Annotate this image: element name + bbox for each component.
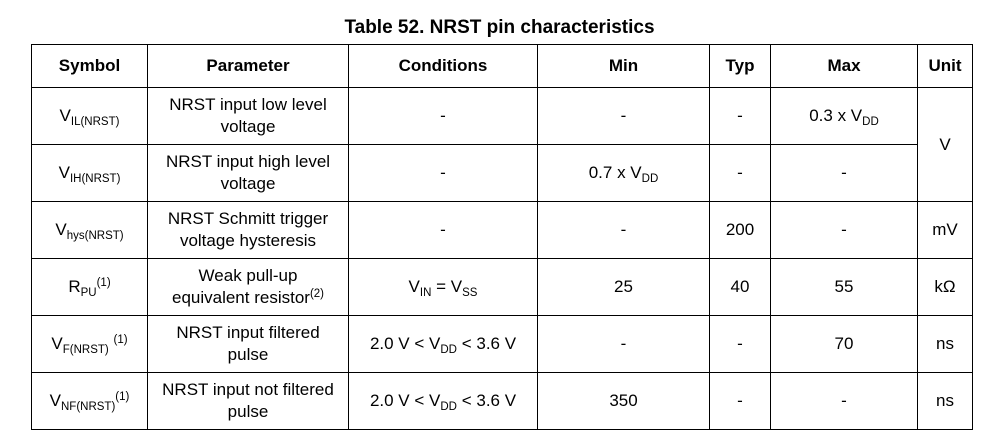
max-cell: 0.3 x $V_{DD}$ <box>771 88 918 145</box>
typ-cell: - <box>710 373 771 430</box>
unit-cell: ns <box>918 316 973 373</box>
symbol-cell: $V_{NF(NRST)}^{(1)}$ <box>32 373 148 430</box>
table-row <box>32 259 973 316</box>
symbol-cell: $V_{IH(NRST)}$ <box>32 145 148 202</box>
parameter-cell: NRST input high level voltage <box>148 145 349 202</box>
max-cell: 55 <box>771 259 918 316</box>
symbol-cell: $V_{IL(NRST)}$ <box>32 88 148 145</box>
table-row <box>32 202 973 259</box>
footnote-ref: (1) <box>96 277 111 289</box>
symbol-cell: $V_{hys(NRST)}$ <box>32 202 148 259</box>
header-parameter: Parameter <box>148 45 349 88</box>
typ-cell: 200 <box>710 202 771 259</box>
max-cell: - <box>771 202 918 259</box>
footnote-ref: (1) <box>115 391 130 403</box>
unit-cell: mV <box>918 202 973 259</box>
footnote-ref: (2) <box>309 288 325 300</box>
table-caption: Table 52. NRST pin characteristics <box>344 17 655 38</box>
typ-cell: - <box>710 145 771 202</box>
conditions-cell: 2.0 $V < V_{DD} < 3.6$ V <box>349 373 538 430</box>
parameter-cell: NRST input low level voltage <box>148 88 349 145</box>
header-row <box>32 45 973 88</box>
typ-cell: - <box>710 88 771 145</box>
parameter-cell: Weak pull-up equivalent resistor$^{(2)}$ <box>148 259 349 316</box>
footnote-ref: (1) <box>113 334 128 346</box>
header-conditions: Conditions <box>349 45 538 88</box>
symbol-cell: $V_{F(NRST)}$ $^{(1)}$ <box>32 316 148 373</box>
parameter-cell: NRST input filtered pulse <box>148 316 349 373</box>
nrst-pin-characteristics-table <box>31 44 973 430</box>
min-cell: 350 <box>538 373 710 430</box>
max-cell: 70 <box>771 316 918 373</box>
typ-cell: - <box>710 316 771 373</box>
min-cell: 25 <box>538 259 710 316</box>
header-unit: Unit <box>918 45 973 88</box>
table-row <box>32 145 973 202</box>
conditions-cell: - <box>349 88 538 145</box>
header-min: Min <box>538 45 710 88</box>
min-cell: - <box>538 88 710 145</box>
table-row <box>32 373 973 430</box>
table-row <box>32 88 973 145</box>
unit-cell: ns <box>918 373 973 430</box>
header-typ: Typ <box>710 45 771 88</box>
conditions-cell: - <box>349 145 538 202</box>
max-cell: - <box>771 373 918 430</box>
conditions-cell: - <box>349 202 538 259</box>
unit-cell: V <box>918 88 973 202</box>
conditions-cell: $V_{IN} = V_{SS}$ <box>349 259 538 316</box>
header-symbol: Symbol <box>32 45 148 88</box>
header-max: Max <box>771 45 918 88</box>
min-cell: - <box>538 316 710 373</box>
parameter-cell: NRST Schmitt trigger voltage hysteresis <box>148 202 349 259</box>
max-cell: - <box>771 145 918 202</box>
typ-cell: 40 <box>710 259 771 316</box>
min-cell: - <box>538 202 710 259</box>
min-cell: 0.7 x $V_{DD}$ <box>538 145 710 202</box>
conditions-cell: 2.0 $V < V_{DD} < 3.6$ V <box>349 316 538 373</box>
unit-cell: kΩ <box>918 259 973 316</box>
table-row <box>32 316 973 373</box>
parameter-cell: NRST input not filtered pulse <box>148 373 349 430</box>
symbol-cell: $R_{PU}^{(1)}$ <box>32 259 148 316</box>
